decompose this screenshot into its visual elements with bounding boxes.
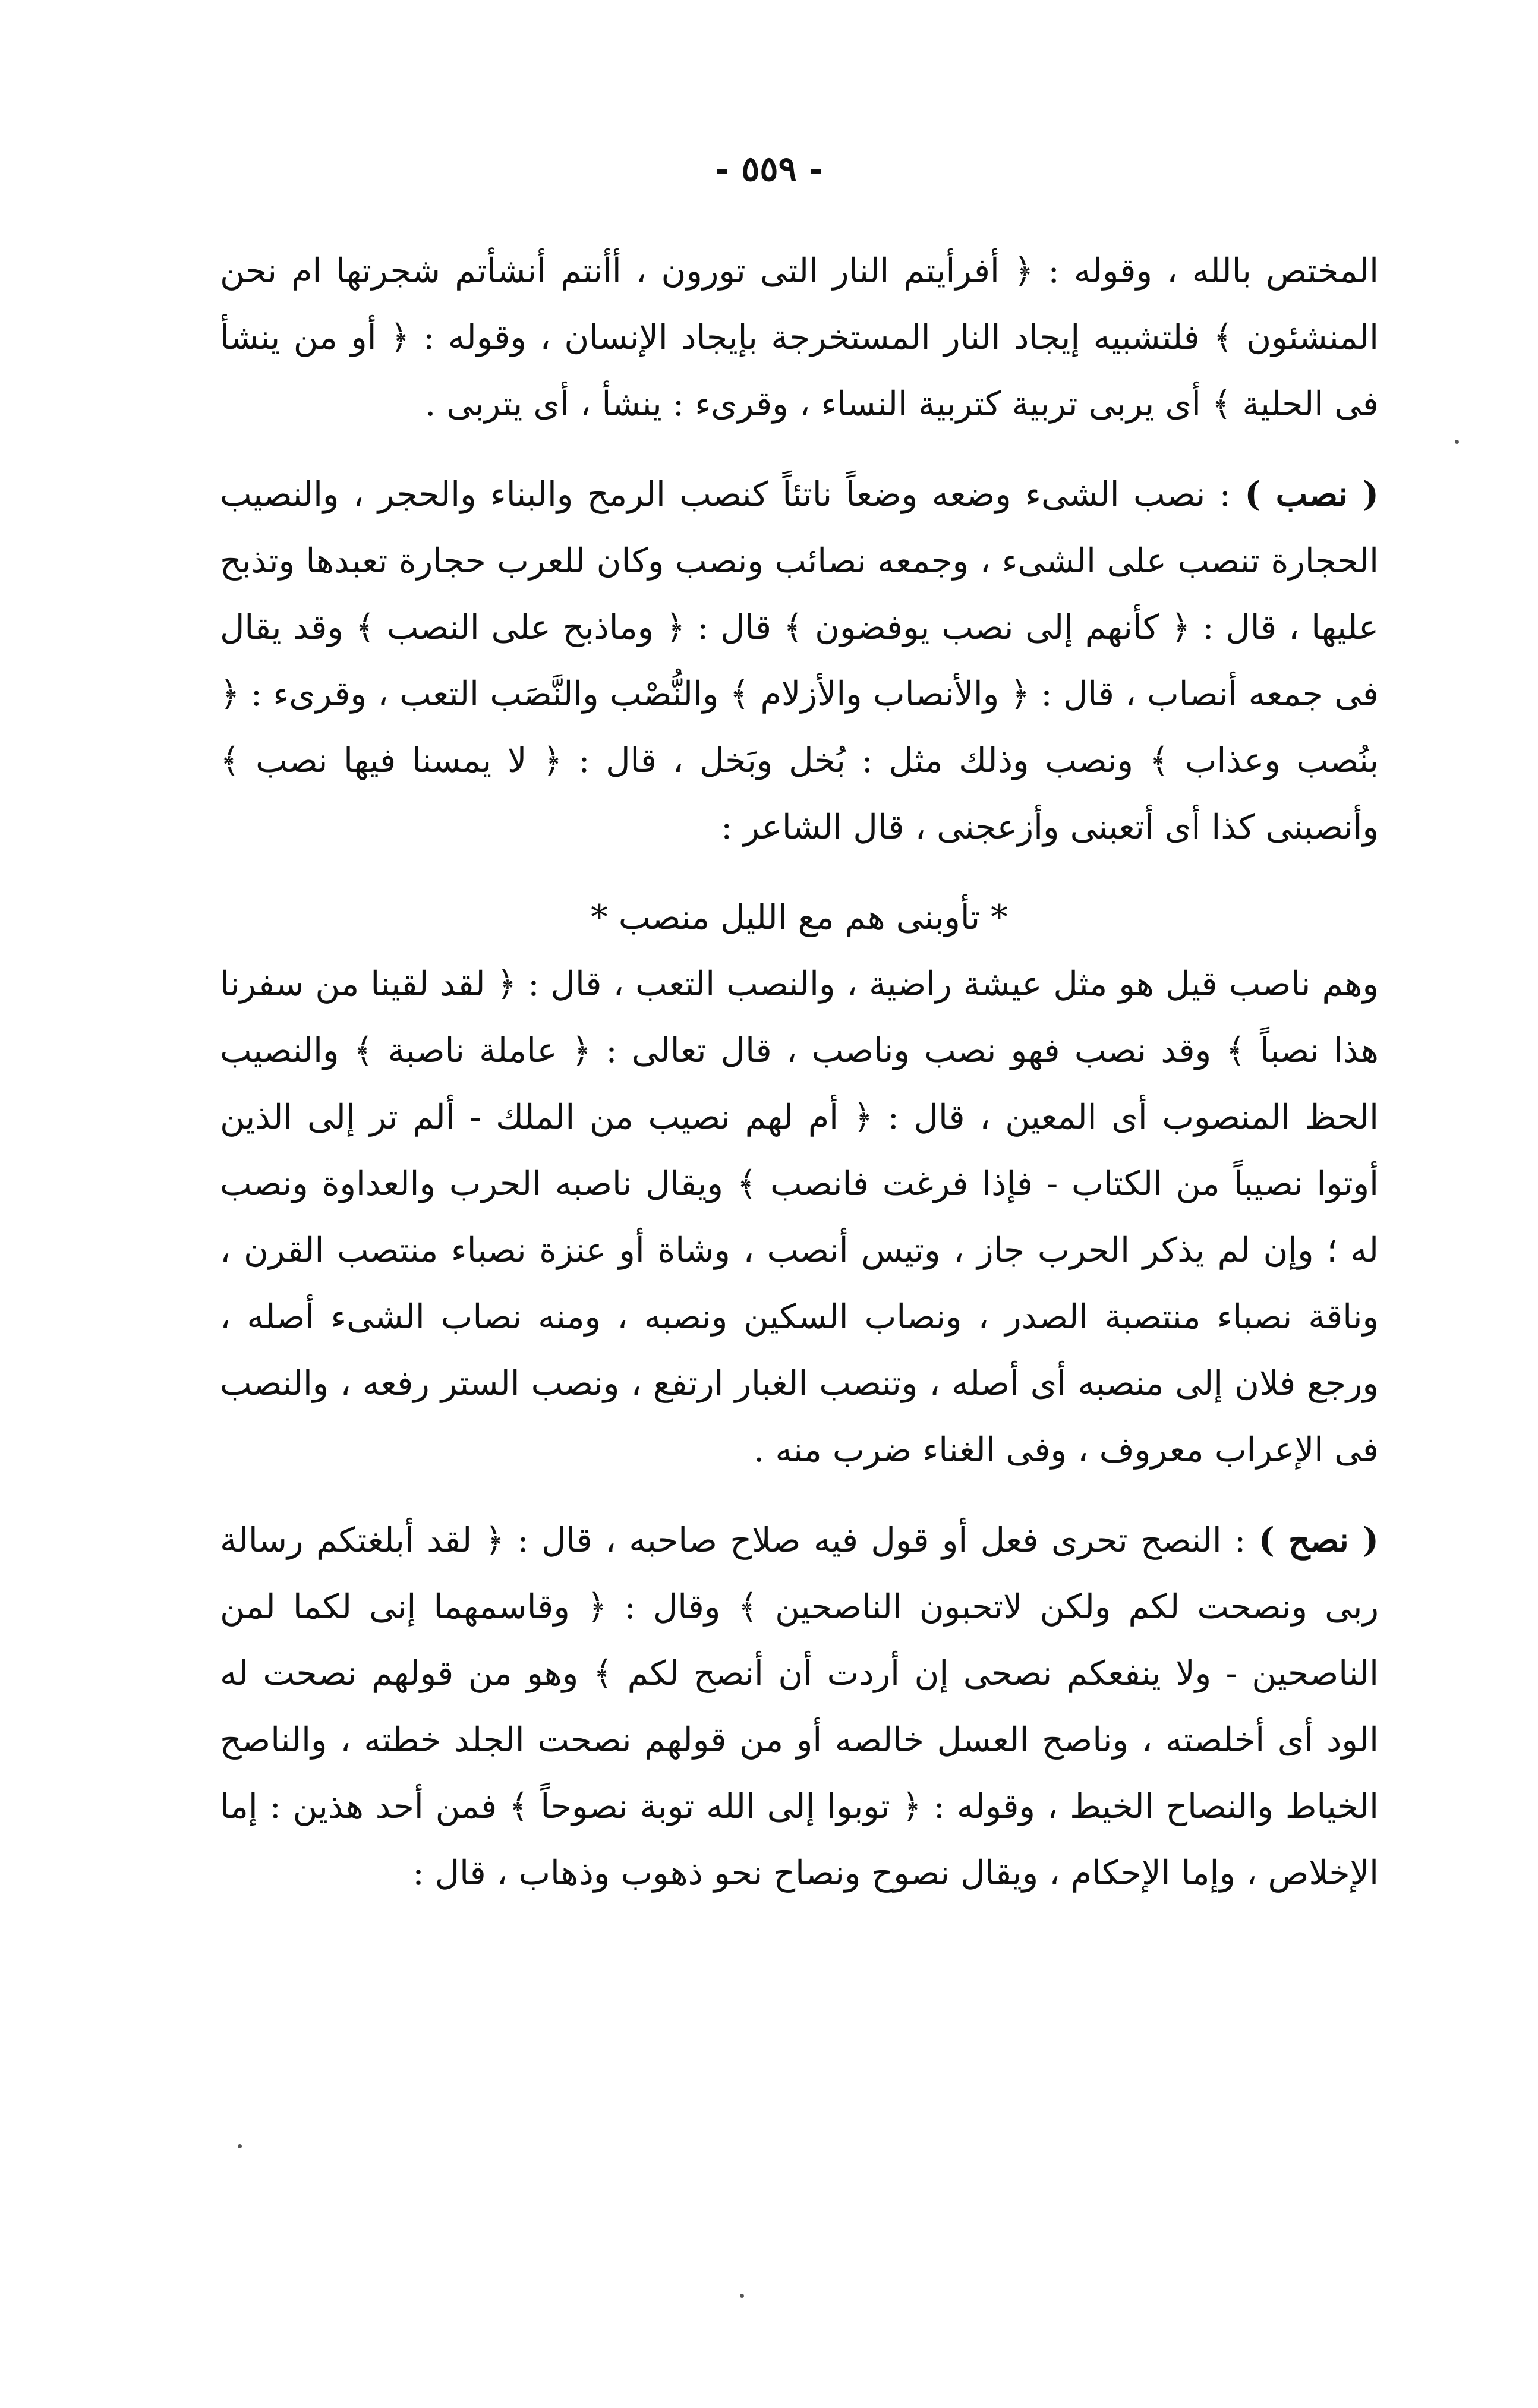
scan-speck (1455, 440, 1459, 444)
entry-paragraph (220, 1507, 1379, 1906)
scan-speck (238, 2144, 242, 2148)
entry-paragraph (220, 461, 1379, 861)
page-number: - ٥٥٩ - (715, 149, 823, 189)
entry-nasb-continued (220, 951, 1379, 1483)
page-body (220, 238, 1379, 1930)
paragraph-text: المختص بالله ، وقوله : ﴿ أفرأيتم النار التى تورون ، أأنتم أنشأتم شجرتها ام نحن المنشئون ﴾ فلتشبيه إيجاد النار المستخرجة بإيجاد الإنسان ، وقوله : ﴿ أو من ينشأ فى الحلية ﴾ أى يربى تربية كتربية النساء ، وقرىء : ينشأ ، أى يتربى . (220, 251, 1379, 424)
entry-nush (220, 1507, 1379, 1906)
entry-text: : النصح تحرى فعل أو قول فيه صلاح صاحبه ، قال : ﴿ لقد أبلغتكم رسالة ربى ونصحت لكم ولكن لاتحبون الناصحين ﴾ وقال : ﴿ وقاسمهما إنى لكما لمن الناصحين - ولا ينفعكم نصحى إن أردت أن أنصح لكم ﴾ وهو من قولهم نصحت له الود أى أخلصته ، وناصح العسل خالصه أو من قولهم نصحت الجلد خطته ، والناصح الخياط والنصاح الخيط ، وقوله : ﴿ توبوا إلى الله توبة نصوحاً ﴾ فمن أحد هذين : إما الإخلاص ، وإما الإحكام ، ويقال نصوح ونصاح نحو ذهوب وذهاب ، قال : (220, 1521, 1379, 1893)
entry-heading: ( نصب ) (1244, 474, 1379, 514)
intro-paragraph (220, 238, 1379, 437)
entry-nasb (220, 461, 1379, 861)
entry-text: : نصب الشىء وضعه وضعاً ناتئاً كنصب الرمح والبناء والحجر ، والنصيب الحجارة تنصب على الشىء ، وجمعه نصائب ونصب وكان للعرب حجارة تعبدها وتذبح عليها ، قال : ﴿ كأنهم إلى نصب يوفضون ﴾ قال : ﴿ وماذبح على النصب ﴾ وقد يقال فى جمعه أنصاب ، قال : ﴿ والأنصاب والأزلام ﴾ والنُّصْب والنَّصَب التعب ، وقرىء : ﴿ بنُصب وعذاب ﴾ ونصب وذلك مثل : بُخل وبَخل ، قال : ﴿ لا يمسنا فيها نصب ﴾ وأنصبنى كذا أى أتعبنى وأزعجنى ، قال الشاعر : (220, 475, 1379, 847)
paragraph-text: وهم ناصب قيل هو مثل عيشة راضية ، والنصب التعب ، قال : ﴿ لقد لقينا من سفرنا هذا نصباً ﴾ وقد نصب فهو نصب وناصب ، قال تعالى : ﴿ عاملة ناصبة ﴾ والنصيب الحظ المنصوب أى المعين ، قال : ﴿ أم لهم نصيب من الملك - ألم تر إلى الذين أوتوا نصيباً من الكتاب - فإذا فرغت فانصب ﴾ ويقال ناصبه الحرب والعداوة ونصب له ؛ وإن لم يذكر الحرب جاز ، وتيس أنصب ، وشاة أو عنزة نصباء منتصب القرن ، وناقة نصباء منتصبة الصدر ، ونصاب السكين ونصبه ، ومنه نصاب الشىء أصله ، ورجع فلان إلى منصبه أى أصله ، وتنصب الغبار ارتفع ، ونصب الستر رفعه ، والنصب فى الإعراب معروف ، وفى الغناء ضرب منه . (220, 965, 1379, 1470)
entry-heading: ( نصح ) (1258, 1520, 1379, 1560)
scan-speck (740, 2294, 744, 2298)
poetry-verse: * تأوبنى هم مع الليل منصب * (591, 898, 1008, 937)
